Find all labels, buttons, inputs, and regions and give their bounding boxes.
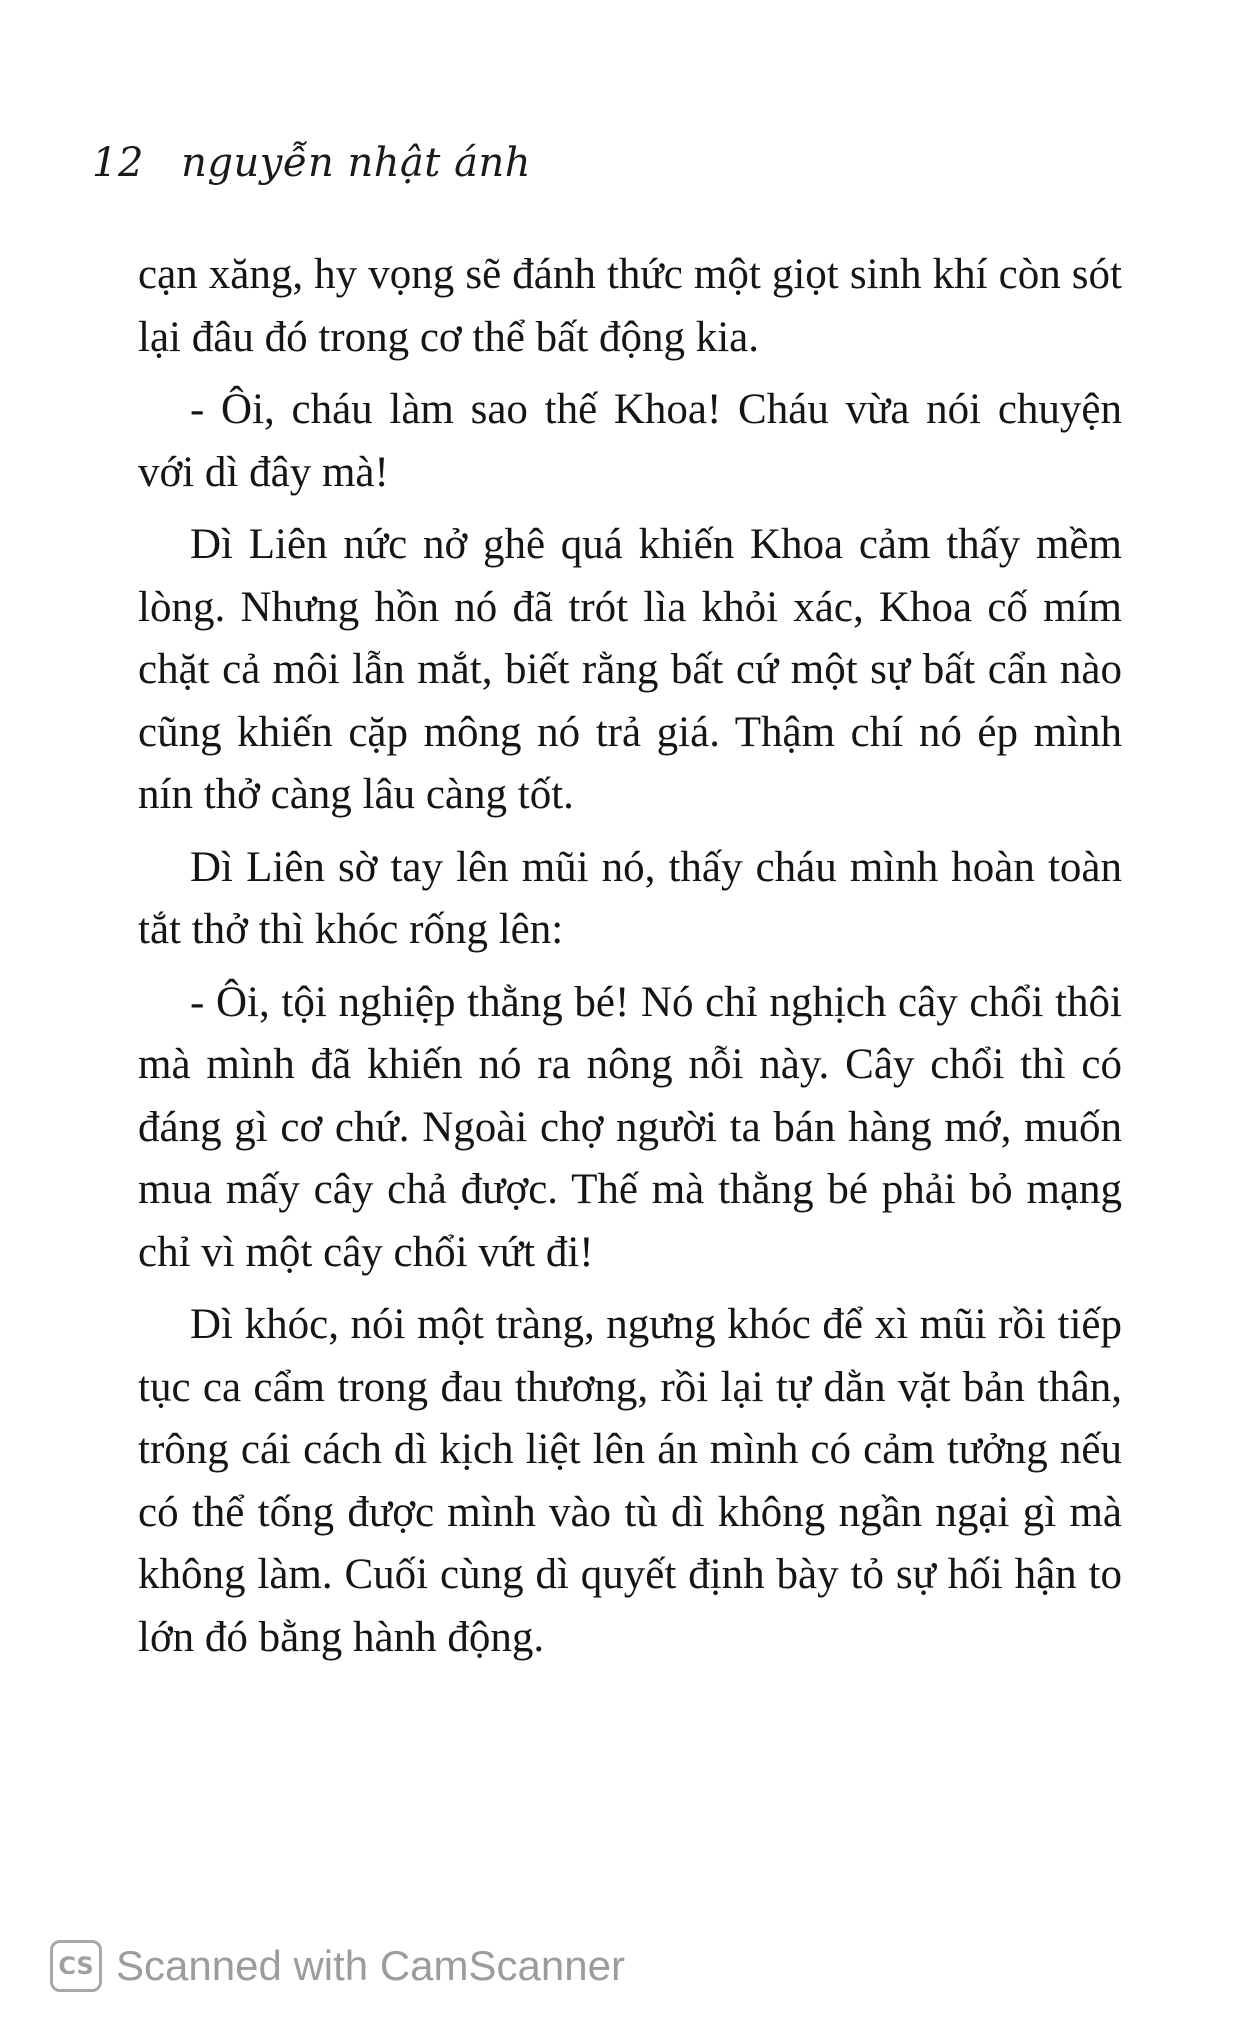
paragraph: - Ôi, tội nghiệp thằng bé! Nó chỉ nghịch cây chổi thôi mà mình đã khiến nó ra nông nỗi này. Cây chổi thì có đáng gì cơ chứ. Ngoài chợ người ta bán hàng mớ, muốn mua mấy cây chả được. Thế mà thằng bé phải bỏ mạng chỉ vì một cây chổi vứt đi! <box>138 978 1122 1276</box>
page-number: 12 <box>92 140 144 186</box>
paragraph: Dì Liên nức nở ghê quá khiến Khoa cảm thấy mềm lòng. Nhưng hồn nó đã trót lìa khỏi xác, Khoa cố mím chặt cả môi lẫn mắt, biết rằng bất cứ một sự bất cẩn nào cũng khiến cặp mông nó trả giá. Thậm chí nó ép mình nín thở càng lâu càng tốt. <box>138 521 1122 818</box>
paragraph: cạn xăng, hy vọng sẽ đánh thức một giọt sinh khí còn sót lại đâu đó trong cơ thể bất động kia. <box>138 251 1122 361</box>
paragraph: Dì Liên sờ tay lên mũi nó, thấy cháu mình hoàn toàn tắt thở thì khóc rống lên: <box>138 843 1122 953</box>
scanner-watermark <box>50 1940 625 1992</box>
body-text <box>138 244 1122 1679</box>
camscanner-logo-icon: CS <box>50 1940 102 1992</box>
running-head <box>92 140 531 186</box>
paragraph: Dì khóc, nói một tràng, ngưng khóc để xì mũi rồi tiếp tục ca cẩm trong đau thương, rồi lại tự dằn vặt bản thân, trông cái cách dì kịch liệt lên án mình có cảm tưởng nếu có thể tống được mình vào tù dì không ngần ngại gì mà không làm. Cuối cùng dì quyết định bày tỏ sự hối hận to lớn đó bằng hành động. <box>138 1301 1122 1661</box>
watermark-text: Scanned with CamScanner <box>116 1942 625 1989</box>
paragraph: - Ôi, cháu làm sao thế Khoa! Cháu vừa nói chuyện với dì đây mà! <box>138 386 1122 496</box>
author-name: nguyễn nhật ánh <box>181 140 531 186</box>
